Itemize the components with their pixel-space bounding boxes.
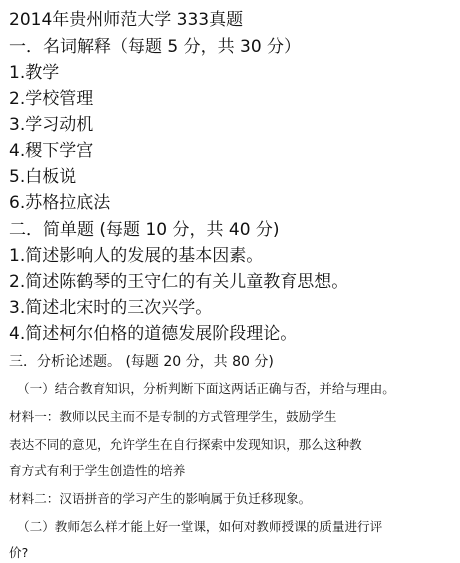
term-item: 4.稷下学宫 bbox=[9, 141, 94, 161]
exam-document bbox=[9, 8, 457, 563]
material2-line: 材料二：汉语拼音的学习产生的影响属于负迁移现象。 bbox=[9, 491, 312, 506]
question-item: 1.简述影响人的发展的基本因素。 bbox=[9, 246, 264, 266]
material1-line: 材料一：教师以民主而不是专制的方式管理学生，鼓励学生 bbox=[9, 409, 337, 424]
document-title: 2014年贵州师范大学 333真题 bbox=[9, 10, 244, 30]
term-item: 5.白板说 bbox=[9, 167, 77, 187]
question1-intro: （一）结合教育知识，分析判断下面这两话正确与否，并给与理由。 bbox=[17, 381, 395, 396]
term-item: 1.教学 bbox=[9, 63, 60, 83]
question2-line: （二）教师怎么样才能上好一堂课，如何对教师授课的质量进行评 bbox=[17, 519, 383, 534]
section1-heading: 一．名词解释（每题 5 分，共 30 分） bbox=[9, 37, 302, 57]
question2-line: 价? bbox=[9, 545, 29, 560]
term-item: 2.学校管理 bbox=[9, 89, 94, 109]
term-item: 6.苏格拉底法 bbox=[9, 193, 111, 213]
section2-heading: 二．简单题 (每题 10 分，共 40 分) bbox=[9, 220, 280, 240]
question-item: 2.简述陈鹤琴的王守仁的有关儿童教育思想。 bbox=[9, 272, 349, 292]
question-item: 3.简述北宋时的三次兴学。 bbox=[9, 298, 213, 318]
material1-line: 育方式有利于学生创造性的培养 bbox=[9, 463, 186, 478]
question-item: 4.简述柯尔伯格的道德发展阶段理论。 bbox=[9, 324, 298, 344]
material1-line: 表达不同的意见，允许学生在自行探索中发现知识，那么这种教 bbox=[9, 437, 362, 452]
term-item: 3.学习动机 bbox=[9, 115, 94, 135]
section3-heading: 三．分析论述题。 (每题 20 分，共 80 分) bbox=[9, 354, 274, 370]
